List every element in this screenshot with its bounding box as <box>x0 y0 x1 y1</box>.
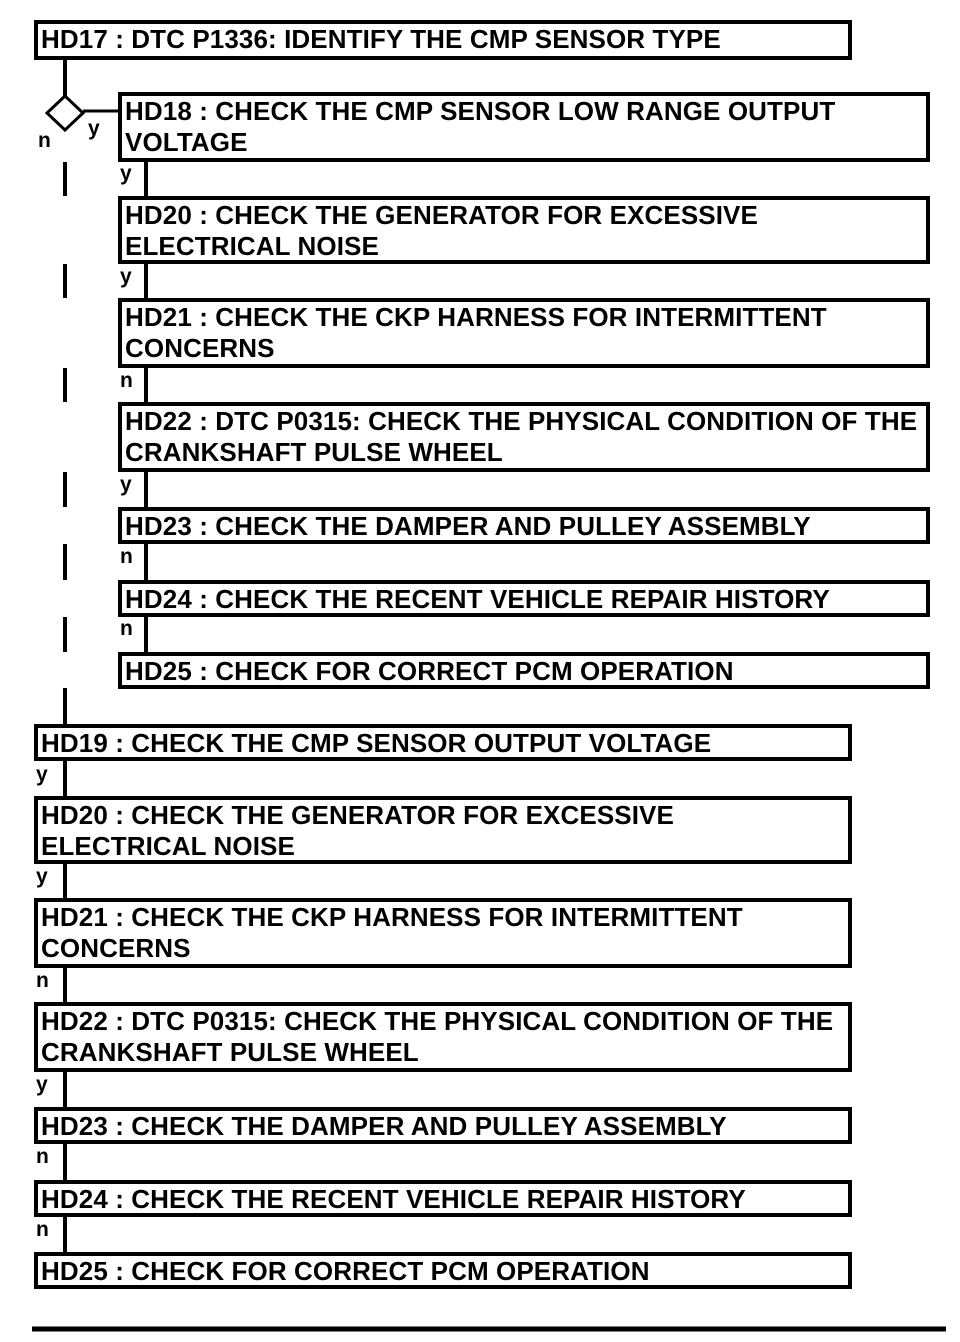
step-hd19: HD19 : CHECK THE CMP SENSOR OUTPUT VOLTAGE <box>34 724 852 761</box>
connector-label: y <box>36 763 48 786</box>
connector-label: n <box>120 617 133 640</box>
connector-label: y <box>36 865 48 888</box>
step-hd24: HD24 : CHECK THE RECENT VEHICLE REPAIR HISTORY <box>118 580 930 617</box>
step-hd18: HD18 : CHECK THE CMP SENSOR LOW RANGE OUTPUT VOLTAGE <box>118 92 930 162</box>
decision-diamond <box>47 96 83 130</box>
step-hd22: HD22 : DTC P0315: CHECK THE PHYSICAL CONDITION OF THE CRANKSHAFT PULSE WHEEL <box>34 1002 852 1072</box>
step-hd25: HD25 : CHECK FOR CORRECT PCM OPERATION <box>118 652 930 689</box>
connector-label: y <box>120 162 132 185</box>
connector-label: n <box>36 969 49 992</box>
step-hd24: HD24 : CHECK THE RECENT VEHICLE REPAIR HISTORY <box>34 1180 852 1217</box>
step-hd17: HD17 : DTC P1336: IDENTIFY THE CMP SENSOR TYPE <box>34 20 852 60</box>
step-hd22: HD22 : DTC P0315: CHECK THE PHYSICAL CONDITION OF THE CRANKSHAFT PULSE WHEEL <box>118 402 930 472</box>
step-hd23: HD23 : CHECK THE DAMPER AND PULLEY ASSEMBLY <box>34 1107 852 1144</box>
decision-no-label: n <box>38 129 51 152</box>
step-hd20: HD20 : CHECK THE GENERATOR FOR EXCESSIVE ELECTRICAL NOISE <box>118 196 930 264</box>
step-hd25: HD25 : CHECK FOR CORRECT PCM OPERATION <box>34 1252 852 1289</box>
step-hd23: HD23 : CHECK THE DAMPER AND PULLEY ASSEMBLY <box>118 507 930 544</box>
connector-label: y <box>36 1073 48 1096</box>
connector-label: n <box>120 369 133 392</box>
connector-label: n <box>36 1145 49 1168</box>
connector-label: n <box>36 1218 49 1241</box>
step-hd21: HD21 : CHECK THE CKP HARNESS FOR INTERMITTENT CONCERNS <box>34 898 852 968</box>
step-hd20: HD20 : CHECK THE GENERATOR FOR EXCESSIVE ELECTRICAL NOISE <box>34 796 852 864</box>
connector-label: y <box>120 473 132 496</box>
decision-yes-label: y <box>88 117 100 140</box>
connector-label: y <box>120 265 132 288</box>
connector-label: n <box>120 545 133 568</box>
step-hd21: HD21 : CHECK THE CKP HARNESS FOR INTERMITTENT CONCERNS <box>118 298 930 368</box>
